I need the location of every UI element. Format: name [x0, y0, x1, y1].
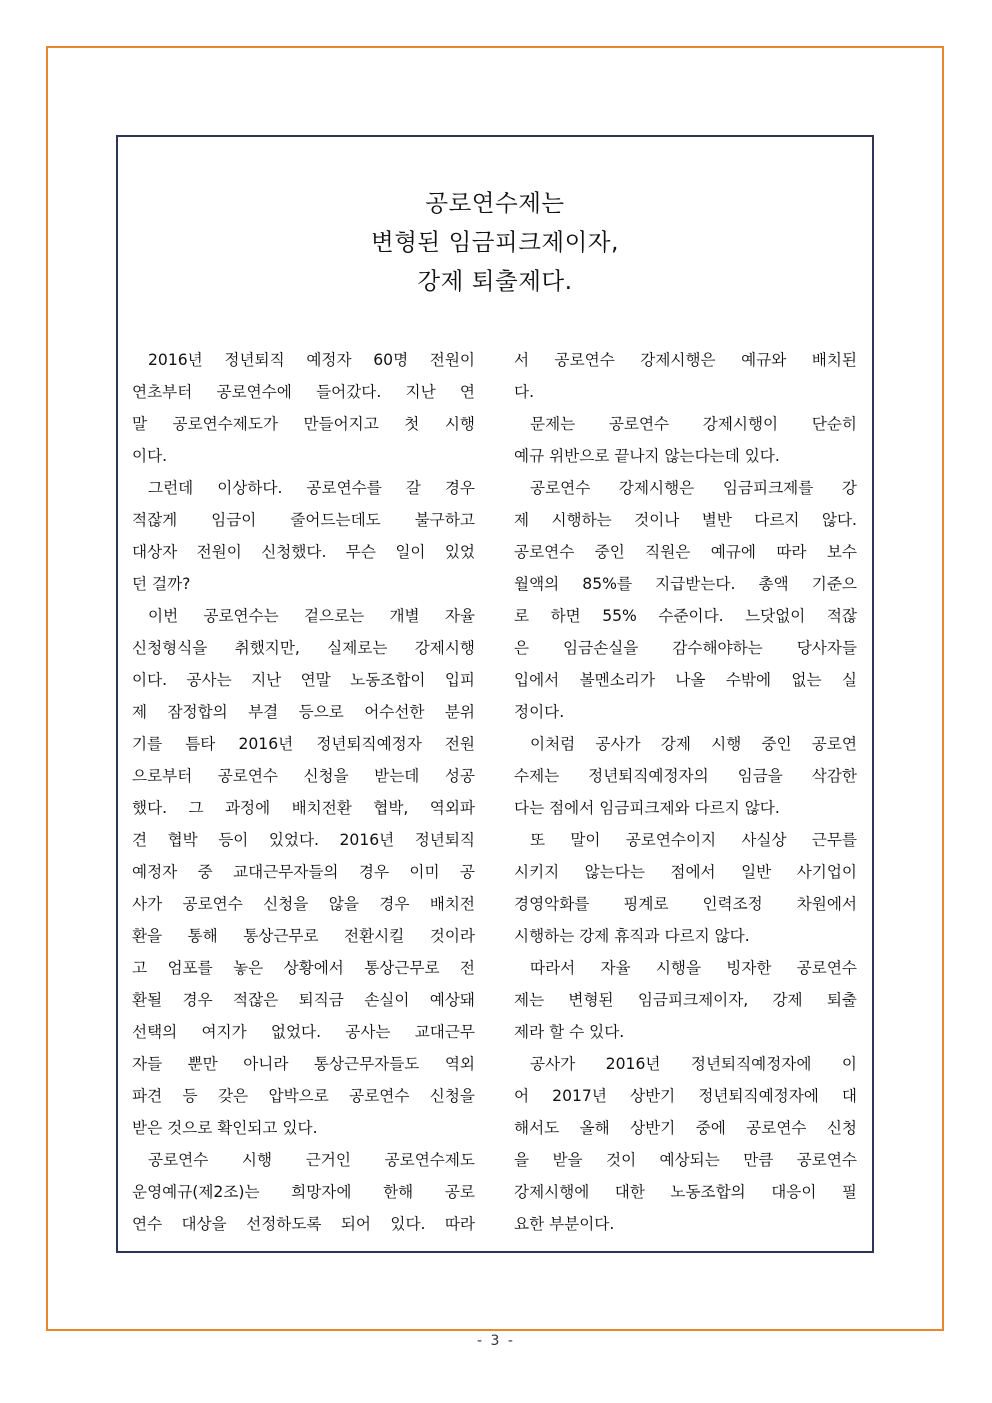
- text-line: 했다. 그 과정에 배치전환 협박, 역외파: [132, 799, 475, 817]
- text-line: 공로연수 강제시행은 임금피크제를 강: [530, 479, 857, 497]
- page-number: - 3 -: [477, 1333, 515, 1349]
- text-line: 제 잠정합의 부결 등으로 어수선한 분위: [132, 703, 475, 721]
- text-line: 기를 틈타 2016년 정년퇴직예정자 전원: [132, 735, 475, 753]
- text-line: 다.: [514, 383, 535, 401]
- text-line: 환을 통해 통상근무로 전환시킬 것이라: [132, 927, 475, 945]
- text-line: 다는 점에서 임금피크제와 다르지 않다.: [514, 799, 780, 817]
- text-line: 이다. 공사는 지난 연말 노동조합이 입피: [132, 671, 475, 689]
- text-line: 견 협박 등이 있었다. 2016년 정년퇴직: [132, 831, 475, 849]
- text-line: 월액의 85%를 지급받는다. 총액 기준으: [514, 575, 857, 593]
- text-line: 운영예규(제2조)는 희망자에 한해 공로: [132, 1183, 475, 1201]
- text-line: 은 임금손실을 감수해야하는 당사자들: [514, 639, 857, 657]
- text-line: 수제는 정년퇴직예정자의 임금을 삭감한: [514, 767, 857, 785]
- text-line: 대상자 전원이 신청했다. 무슨 일이 있었: [132, 543, 475, 561]
- article-column-right: [514, 344, 857, 1240]
- text-line: 사가 공로연수 신청을 않을 경우 배치전: [132, 895, 475, 913]
- text-line: 말 공로연수제도가 만들어지고 첫 시행: [132, 415, 475, 433]
- text-line: 고 엄포를 놓은 상황에서 통상근무로 전: [132, 959, 475, 977]
- text-line: 해서도 올해 상반기 중에 공로연수 신청: [514, 1119, 857, 1137]
- text-line: 신청형식을 취했지만, 실제로는 강제시행: [132, 639, 475, 657]
- text-line: 받은 것으로 확인되고 있다.: [132, 1119, 318, 1137]
- text-line: 으로부터 공로연수 신청을 받는데 성공: [132, 767, 475, 785]
- text-line: 연초부터 공로연수에 들어갔다. 지난 연: [132, 383, 475, 401]
- text-line: 제는 변형된 임금피크제이자, 강제 퇴출: [514, 991, 857, 1009]
- text-line: 공로연수 시행 근거인 공로연수제도: [148, 1151, 475, 1169]
- text-line: 경영악화를 핑계로 인력조정 차원에서: [514, 895, 857, 913]
- text-line: 환될 경우 적잖은 퇴직금 손실이 예상돼: [132, 991, 475, 1009]
- title-line: 강제 퇴출제다.: [417, 267, 573, 295]
- text-line: 제라 할 수 있다.: [514, 1023, 625, 1041]
- text-line: 문제는 공로연수 강제시행이 단순히: [530, 415, 857, 433]
- text-line: 이번 공로연수는 겉으로는 개별 자율: [148, 607, 475, 625]
- text-line: 던 걸까?: [132, 575, 191, 593]
- article-column-left: [132, 344, 475, 1240]
- text-line: 예정자 중 교대근무자들의 경우 이미 공: [132, 863, 475, 881]
- text-line: 공사가 2016년 정년퇴직예정자에 이: [530, 1055, 857, 1073]
- text-line: 로 하면 55% 수준이다. 느닷없이 적잖: [514, 607, 857, 625]
- text-line: 공로연수 중인 직원은 예규에 따라 보수: [514, 543, 857, 561]
- title-line: 공로연수제는: [425, 189, 565, 217]
- text-line: 따라서 자율 시행을 빙자한 공로연수: [530, 959, 857, 977]
- text-line: 자들 뿐만 아니라 통상근무자들도 역외: [132, 1055, 475, 1073]
- article-title: [118, 184, 872, 301]
- text-line: 적잖게 임금이 줄어드는데도 불구하고: [132, 511, 475, 529]
- text-line: 파견 등 갖은 압박으로 공로연수 신청을: [132, 1087, 475, 1105]
- text-line: 또 말이 공로연수이지 사실상 근무를: [530, 831, 857, 849]
- text-line: 강제시행에 대한 노동조합의 대응이 필: [514, 1183, 857, 1201]
- text-line: 그런데 이상하다. 공로연수를 갈 경우: [148, 479, 475, 497]
- text-line: 정이다.: [514, 703, 565, 721]
- text-line: 입에서 볼멘소리가 나올 수밖에 없는 실: [514, 671, 857, 689]
- text-line: 서 공로연수 강제시행은 예규와 배치된: [514, 351, 857, 369]
- text-line: 이처럼 공사가 강제 시행 중인 공로연: [530, 735, 857, 753]
- title-line: 변형된 임금피크제이자,: [371, 228, 619, 256]
- text-line: 시행하는 강제 휴직과 다르지 않다.: [514, 927, 750, 945]
- text-line: 시키지 않는다는 점에서 일반 사기업이: [514, 863, 857, 881]
- text-line: 이다.: [132, 447, 168, 465]
- article-box: [116, 135, 874, 1253]
- text-line: 요한 부분이다.: [514, 1215, 615, 1233]
- text-line: 연수 대상을 선정하도록 되어 있다. 따라: [132, 1215, 475, 1233]
- text-line: 선택의 여지가 없었다. 공사는 교대근무: [132, 1023, 475, 1041]
- text-line: 어 2017년 상반기 정년퇴직예정자에 대: [514, 1087, 857, 1105]
- text-line: 예규 위반으로 끝나지 않는다는데 있다.: [514, 447, 780, 465]
- text-line: 2016년 정년퇴직 예정자 60명 전원이: [148, 351, 475, 369]
- text-line: 제 시행하는 것이나 별반 다르지 않다.: [514, 511, 857, 529]
- text-line: 을 받을 것이 예상되는 만큼 공로연수: [514, 1151, 857, 1169]
